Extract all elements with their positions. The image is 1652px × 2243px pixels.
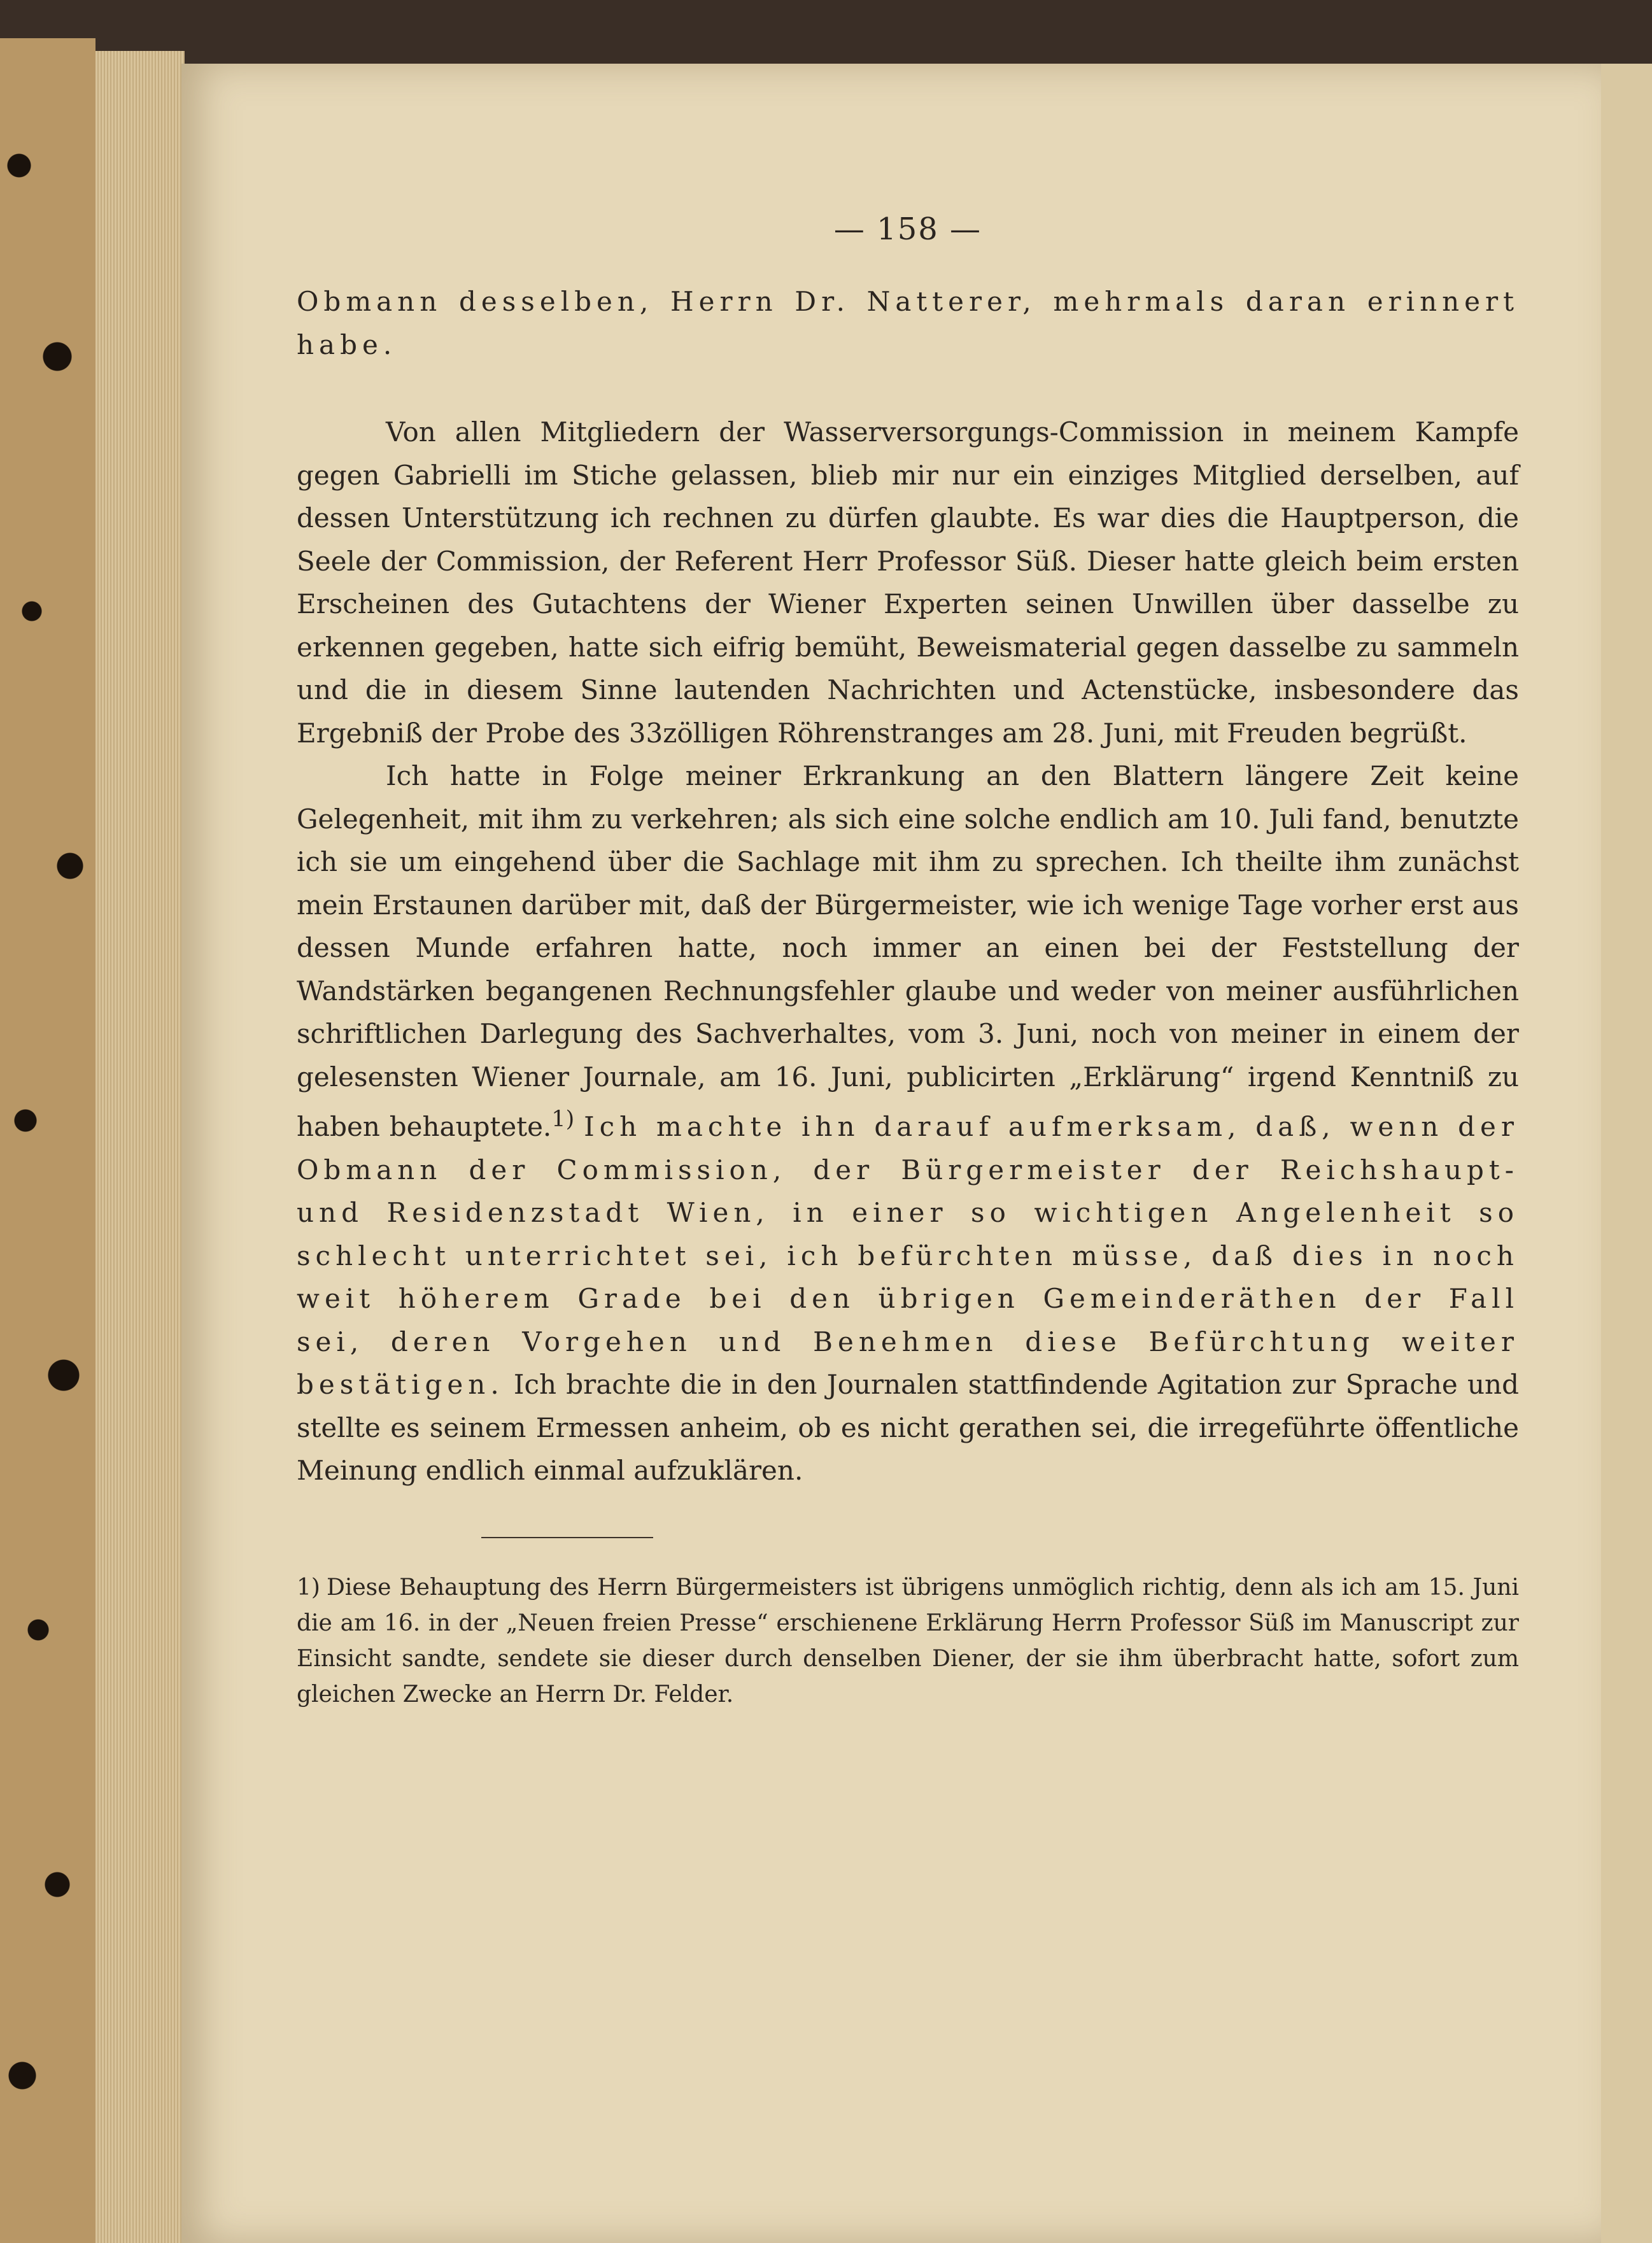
footnote-reference: 1) — [551, 1107, 575, 1132]
footnote — [297, 1570, 1519, 1713]
paragraph-text: Ich brachte die in den Journalen stattfindende Agitation zur Sprache und stellte es seinem Ermessen anheim, ob es nicht gerathen sei, die irregeführte öffentliche Meinung endlich einmal aufzuklären. — [297, 1369, 1519, 1486]
paragraph: Von allen Mitgliedern der Wasserversorgungs-Commission in meinem Kampfe gegen Gabrielli im Stiche gelassen, blieb mir nur ein einziges Mitglied derselben, auf dessen Unterstützung ich rechnen zu dürfen glaubte. Es war dies die Hauptperson, die Seele der Commission, der Referent Herr Professor Süß. Dieser hatte gleich beim ersten Erscheinen des Gutachtens der Wiener Experten seinen Unwillen über dasselbe zu erkennen gegeben, hatte sich eifrig bemüht, Beweismaterial gegen dasselbe zu sammeln und die in diesem Sinne lautenden Nachrichten und Actenstücke, insbesondere das Ergebniß der Probe des 33zölligen Röhrenstranges am 28. Juni, mit Freuden begrüßt. — [297, 416, 1519, 749]
footnote-divider — [481, 1537, 653, 1538]
footnote-mark: 1) — [297, 1574, 320, 1601]
paragraph — [297, 754, 1519, 1492]
book-cover-edge — [0, 38, 95, 2243]
page-text-block — [297, 210, 1519, 1713]
next-page-edge — [1601, 64, 1652, 2243]
paragraph-text: Obmann desselben, Herrn Dr. Natterer, mehrmals daran erinnert habe. — [297, 286, 1519, 360]
page-stack-edge — [95, 51, 185, 2243]
paragraph-text: Ich hatte in Folge meiner Erkrankung an den Blattern längere Zeit keine Gelegenheit, mit ihm zu verkehren; als sich eine solche endlich am 10. Juli fand, benutzte ich sie um eingehend über die Sachlage mit ihm zu sprechen. Ich theilte ihm zunächst mein Erstaunen darüber mit, daß der Bürgermeister, wie ich wenige Tage vorher erst aus dessen Munde erfahren hatte, noch immer an einen bei der Feststellung der Wandstärken begangenen Rechnungsfehler glaube und weder von meiner ausführlichen schriftlichen Darlegung des Sachverhaltes, vom 3. Juni, noch von meiner in einem der gelesensten Wiener Journale, am 16. Juni, publicirten „Erklärung“ irgend Kenntniß zu haben behauptete. — [297, 760, 1519, 1142]
paragraph-continuation — [297, 280, 1519, 366]
footnote-text: Diese Behauptung des Herrn Bürgermeisters ist übrigens unmöglich richtig, denn als ich am 15. Juni die am 16. in der „Neuen freien Presse“ erschienene Erklärung Herrn Professor Süß im Manuscript zur Einsicht sandte, sendete sie dieser durch denselben Diener, der sie ihm überbracht hatte, sofort zum gleichen Zwecke an Herrn Dr. Felder. — [297, 1574, 1519, 1708]
paragraph-text-spaced: Ich machte ihn darauf aufmerksam, daß, wenn der Obmann der Commission, der Bürgermeister der Reichshaupt- und Residenzstadt Wien, in einer so wichtigen Angelenheit so schlecht unterrichtet sei, ich befürchten müsse, daß dies in noch weit höherem Grade bei den übrigen Gemeinderäthen der Fall sei, deren Vorgehen und Benehmen diese Befürchtung weiter bestätigen. — [297, 1111, 1519, 1400]
page-number: — 158 — — [833, 211, 982, 247]
